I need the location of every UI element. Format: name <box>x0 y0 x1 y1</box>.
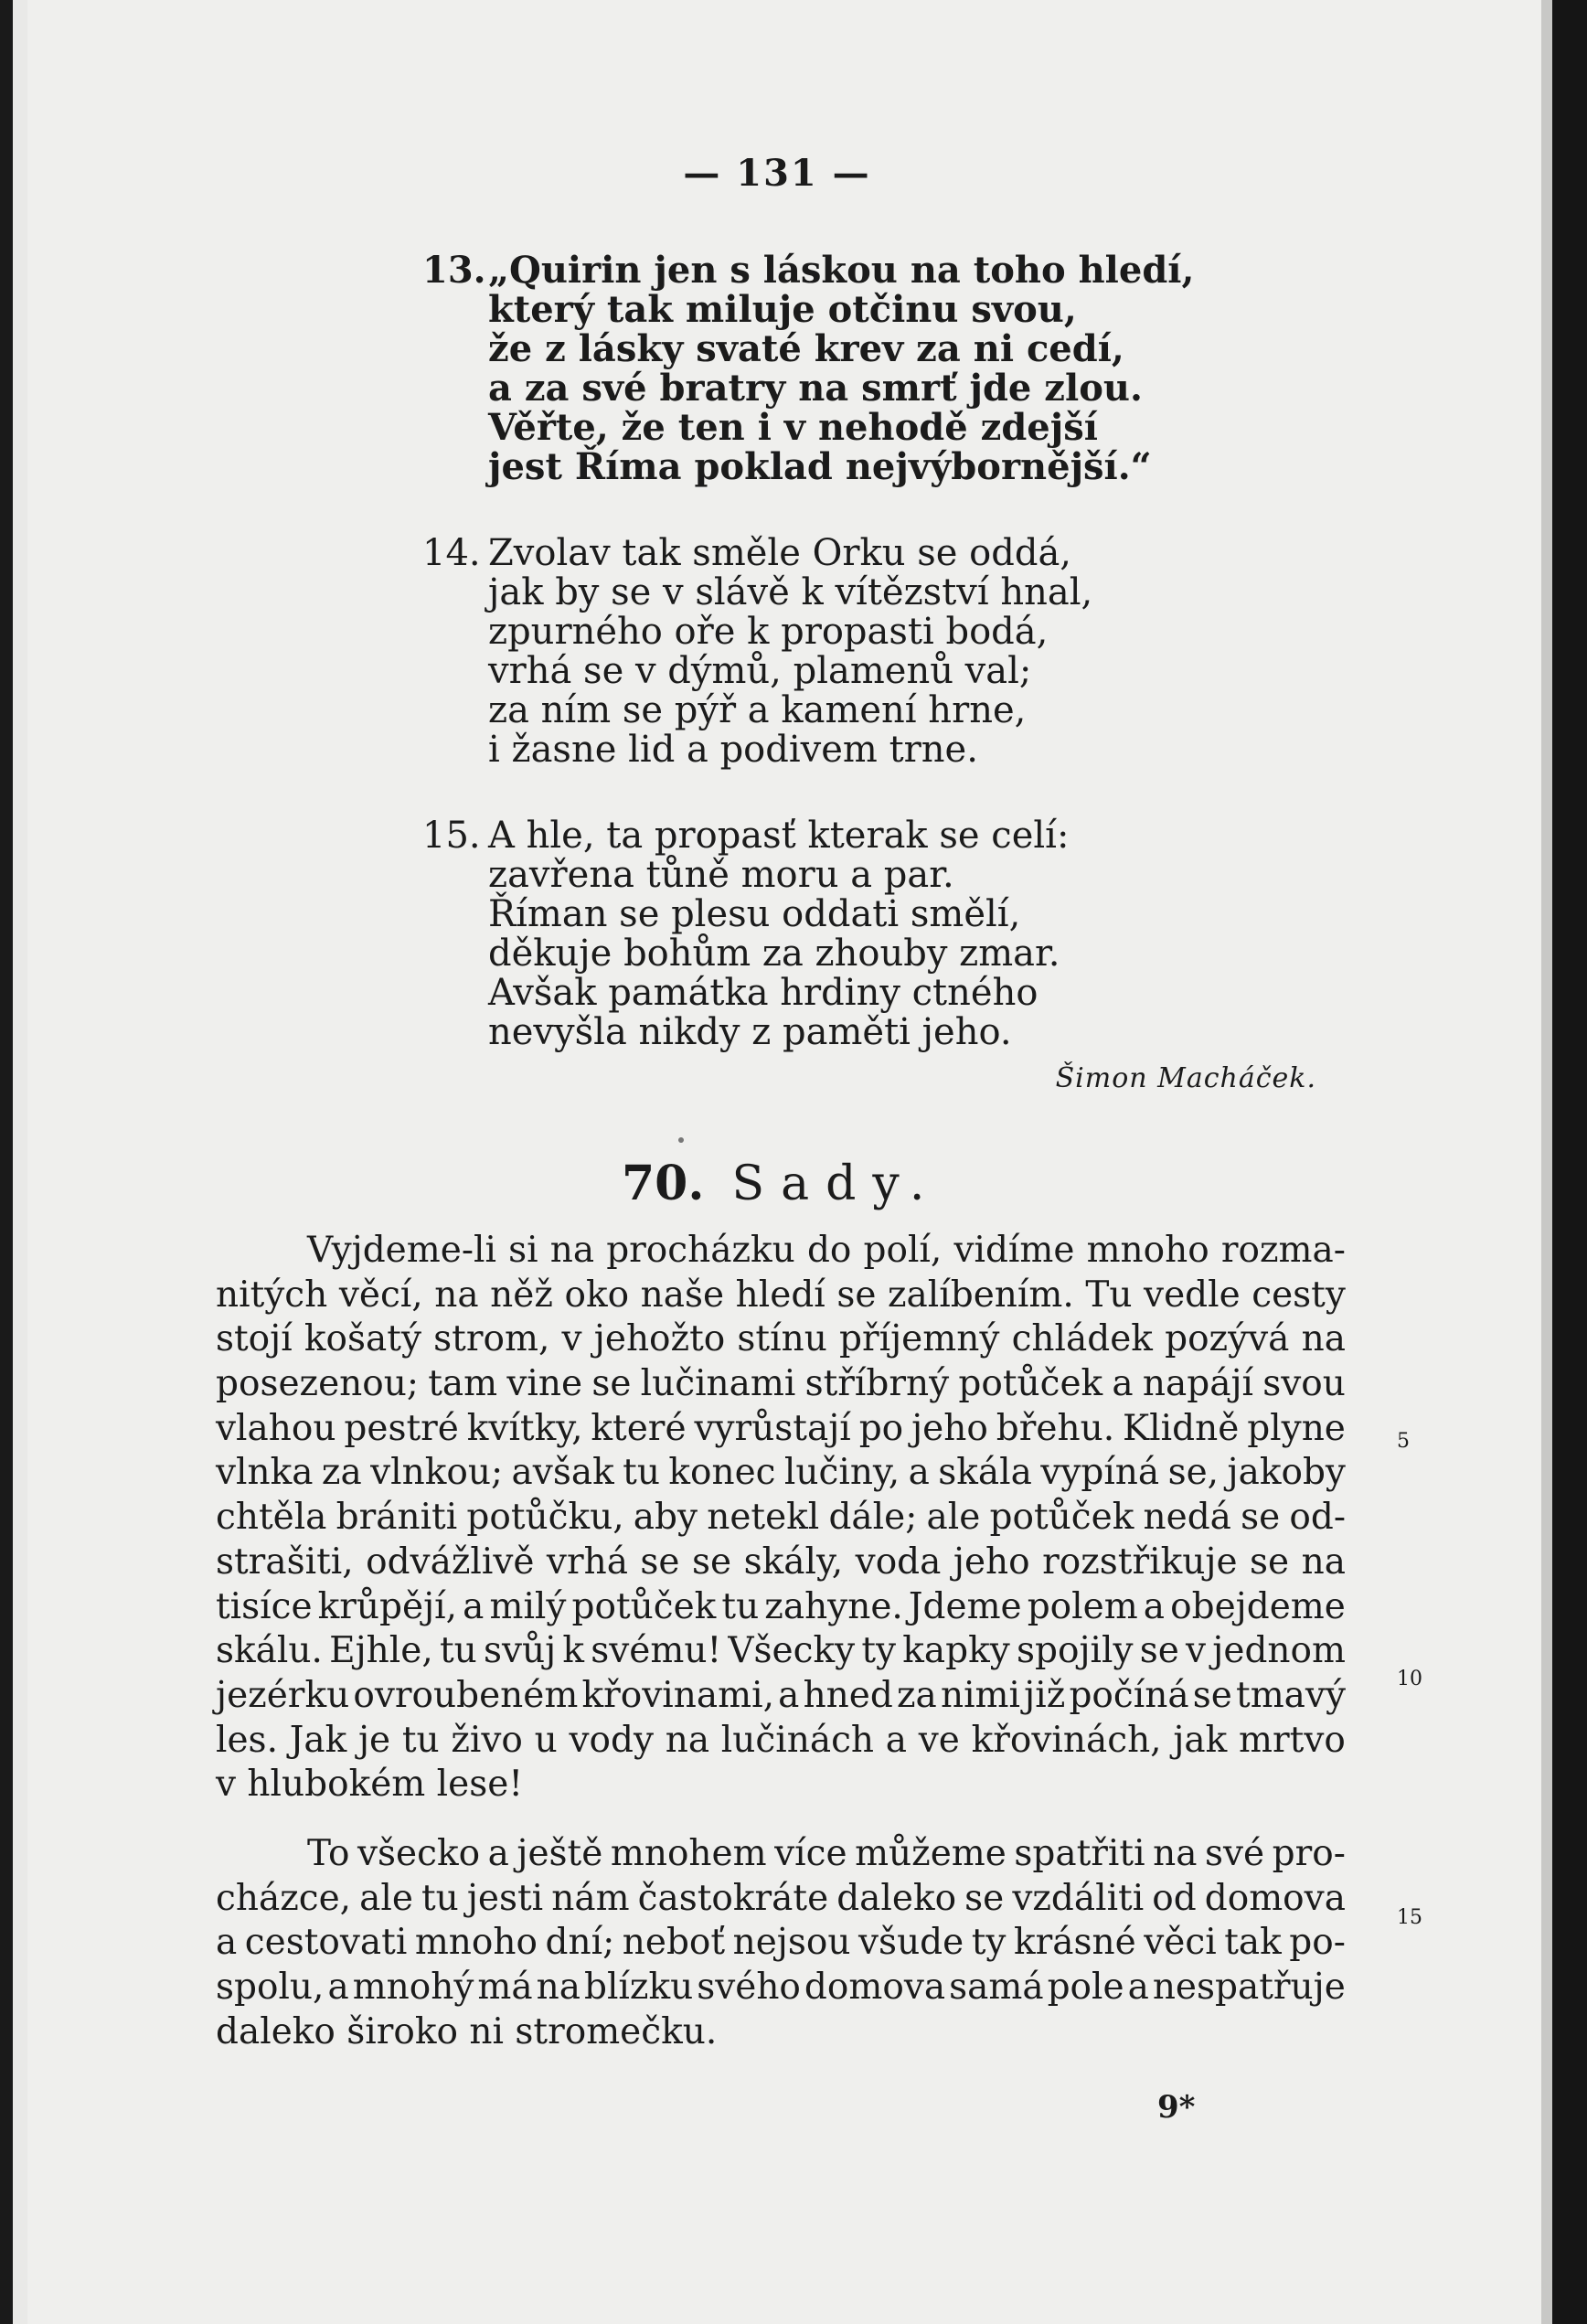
stanza-lines <box>488 251 1311 486</box>
stanza-lines <box>488 534 1311 770</box>
stanza-number: 13. <box>422 249 486 292</box>
verse-line: A hle, ta propasť kterak se celí: <box>488 815 1070 857</box>
printer-signature-mark: 9* <box>1157 2089 1196 2126</box>
scan-edge-right-shadow <box>1541 0 1552 2324</box>
scan-edge-left <box>0 0 13 2324</box>
section-number: 70. <box>622 1156 705 1211</box>
verse-line: děkuje bohům za zhouby zmar. <box>488 933 1060 975</box>
stanza-number: 15. <box>422 815 481 857</box>
verse-line: i žasne lid a podivem trne. <box>488 729 978 771</box>
stanza-lines <box>488 816 1311 1052</box>
text-line: vlnka za vlnkou; avšak tu konec lučiny, a skála vypíná se, jakoby <box>216 1452 1346 1494</box>
page-number: — 131 — <box>683 152 871 195</box>
verse-line: a za své bratry na smrť jde zlou. <box>488 367 1143 410</box>
verse-line: že z lásky svaté krev za ni cedí, <box>488 327 1124 370</box>
verse-line: „Quirin jen s láskou na toho hledí, <box>488 249 1195 292</box>
line-number: 10 <box>1397 1668 1422 1690</box>
verse-line: za ním se pýř a kamení hrne, <box>488 689 1027 731</box>
text-line: jezérku ovroubeném křovinami, a hned za nimi již počíná se tmavý <box>216 1674 1346 1716</box>
verse-line: jest Říma poklad nejvýbornější.“ <box>488 445 1152 488</box>
verse-line: Věřte, že ten i v nehodě zdejší <box>488 406 1098 449</box>
verse-line: zpurného oře k propasti bodá, <box>488 611 1049 653</box>
text-line: skálu. Ejhle, tu svůj k svému! Všecky ty kapky spojily se v jednom <box>216 1630 1346 1672</box>
print-speck <box>678 1137 684 1143</box>
verse-line: vrhá se v dýmů, plamenů val; <box>488 650 1032 692</box>
verse-line: Zvolav tak směle Orku se oddá, <box>488 532 1072 574</box>
section-heading <box>622 1156 941 1211</box>
verse-line: Říman se plesu oddati smělí, <box>488 893 1021 935</box>
text-line: stojí košatý strom, v jehožto stínu příjemný chládek pozývá na <box>216 1318 1346 1360</box>
text-line: Vyjdeme-li si na procházku do polí, vidíme mnoho rozma- <box>307 1230 1346 1271</box>
scan-edge-right <box>1552 0 1587 2324</box>
verse-line: který tak miluje otčinu svou, <box>488 288 1077 331</box>
stanza-number: 14. <box>422 532 481 574</box>
line-number: 15 <box>1397 1906 1422 1929</box>
poem-author: Šimon Macháček. <box>1055 1062 1316 1094</box>
paragraph <box>216 1229 1346 1807</box>
text-line: vlahou pestré kvítky, které vyrůstají po jeho břehu. Klidně plyne <box>216 1407 1346 1449</box>
verse-line: nevyšla nikdy z paměti jeho. <box>488 1011 1012 1053</box>
text-line: chtěla brániti potůčku, aby netekl dále; ale potůček nedá se od- <box>216 1497 1346 1539</box>
text-line: nitých věcí, na něž oko naše hledí se zalíbením. Tu vedle cesty <box>216 1274 1346 1316</box>
text-line: cházce, ale tu jesti nám častokráte daleko se vzdáliti od domova <box>216 1877 1346 1919</box>
text-line: v hlubokém lese! <box>216 1764 523 1806</box>
text-line: strašiti, odvážlivě vrhá se se skály, voda jeho rozstřikuje se na <box>216 1540 1346 1583</box>
text-line: daleko široko ni stromečku. <box>216 2010 718 2052</box>
text-line: tisíce krůpějí, a milý potůček tu zahyne. Jdeme polem a obejdeme <box>216 1585 1346 1627</box>
line-number: 5 <box>1397 1430 1410 1453</box>
section-title: Sady. <box>731 1157 942 1211</box>
text-line: To všecko a ještě mnohem více můžeme spatřiti na své pro- <box>307 1833 1346 1874</box>
text-line: a cestovati mnoho dní; neboť nejsou všude ty krásné věci tak po- <box>216 1922 1346 1964</box>
verse-line: jak by se v slávě k vítězství hnal, <box>488 571 1093 613</box>
text-line: spolu, a mnohý má na blízku svého domova samá pole a nespatřuje <box>216 1967 1346 2009</box>
text-line: posezenou; tam vine se lučinami stříbrný potůček a napájí svou <box>216 1363 1346 1405</box>
text-line: les. Jak je tu živo u vody na lučinách a ve křovinách, jak mrtvo <box>216 1719 1346 1761</box>
verse-line: Avšak památka hrdiny ctného <box>488 972 1038 1014</box>
paragraph <box>216 1832 1346 2054</box>
verse-line: zavřena tůně moru a par. <box>488 854 954 896</box>
